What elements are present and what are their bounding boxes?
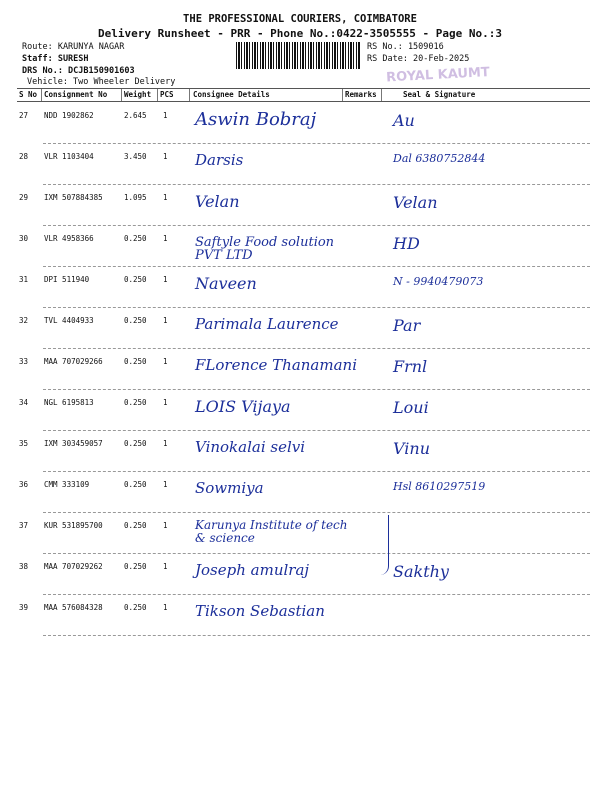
cell-pcs: 1 [163, 234, 168, 243]
signature: Au [393, 111, 415, 130]
cell-sno: 33 [19, 357, 29, 366]
cell-sno: 28 [19, 152, 29, 161]
cell-pcs: 1 [163, 439, 168, 448]
cell-consignment: DPI 511940 [44, 275, 90, 284]
consignee-handwriting: Sowmiya [195, 479, 264, 497]
runsheet-subtitle: Delivery Runsheet - PRR - Phone No.:0422-3505555 - Page No.:3 [98, 27, 502, 40]
consignee-handwriting: LOIS Vijaya [195, 397, 291, 416]
col-header-pcs: PCS [160, 90, 174, 99]
signature: Loui [393, 398, 429, 417]
signature: Dal 6380752844 [393, 152, 486, 165]
cell-weight: 3.450 [124, 152, 147, 161]
barcode [236, 42, 360, 69]
cell-sno: 30 [19, 234, 29, 243]
col-sep [381, 89, 382, 101]
cell-pcs: 1 [163, 357, 168, 366]
cell-sno: 34 [19, 398, 29, 407]
cell-weight: 0.250 [124, 562, 147, 571]
drs-number: DRS No.: DCJB150901603 [22, 66, 135, 76]
table-row [17, 144, 590, 185]
col-sep [121, 89, 122, 101]
staff: Staff: SURESH [22, 54, 89, 64]
col-header-remarks: Remarks [345, 90, 377, 99]
cell-weight: 0.250 [124, 521, 147, 530]
signature: Frnl [393, 357, 428, 376]
col-sep [189, 89, 190, 101]
table-row [17, 185, 590, 226]
cell-consignment: TVL 4404933 [44, 316, 94, 325]
consignee-handwriting: Tikson Sebastian [195, 602, 325, 620]
cell-sno: 37 [19, 521, 29, 530]
col-header-sno: S No [19, 90, 38, 99]
col-sep [41, 89, 42, 101]
table-row [17, 308, 590, 349]
consignee-handwriting: Karunya Institute of tech & science [195, 518, 348, 545]
col-header-signature: Seal & Signature [403, 90, 476, 99]
cell-consignment: MAA 707029262 [44, 562, 103, 571]
cell-consignment: VLR 1103404 [44, 152, 94, 161]
cell-consignment: VLR 4958366 [44, 234, 94, 243]
cell-sno: 31 [19, 275, 29, 284]
cell-consignment: KUR 531895700 [44, 521, 103, 530]
consignee-handwriting: Velan [195, 192, 240, 211]
cell-sno: 32 [19, 316, 29, 325]
cell-consignment: NGL 6195813 [44, 398, 94, 407]
cell-sno: 35 [19, 439, 29, 448]
company-title: THE PROFESSIONAL COURIERS, COIMBATORE [183, 13, 417, 25]
col-sep [157, 89, 158, 101]
table-row [17, 390, 590, 431]
consignee-handwriting: Aswin Bobraj [195, 109, 317, 130]
cell-consignment: IXM 303459057 [44, 439, 103, 448]
rs-date: RS Date: 20-Feb-2025 [367, 54, 470, 64]
cell-weight: 0.250 [124, 234, 147, 243]
table-row [17, 267, 590, 308]
signature: Par [393, 316, 421, 335]
cell-weight: 0.250 [124, 316, 147, 325]
cell-sno: 27 [19, 111, 29, 120]
table-row [17, 349, 590, 390]
cell-consignment: MAA 707029266 [44, 357, 103, 366]
cell-consignment: MAA 576084328 [44, 603, 103, 612]
cell-weight: 1.095 [124, 193, 147, 202]
cell-pcs: 1 [163, 603, 168, 612]
stamp-mark: ROYAL KAUMT [385, 65, 491, 86]
cell-weight: 0.250 [124, 275, 147, 284]
consignee-handwriting: Darsis [195, 151, 244, 169]
cell-sno: 29 [19, 193, 29, 202]
cell-sno: 38 [19, 562, 29, 571]
consignee-handwriting: Naveen [195, 274, 257, 293]
route: Route: KARUNYA NAGAR [22, 42, 125, 52]
consignee-handwriting: Saftyle Food solution PVT LTD [195, 235, 335, 263]
col-header-weight: Weight [124, 90, 152, 99]
rs-number: RS No.: 1509016 [367, 42, 444, 52]
cell-sno: 39 [19, 603, 29, 612]
table-row [17, 472, 590, 513]
cell-weight: 0.250 [124, 480, 147, 489]
cell-consignment: IXM 507884385 [44, 193, 103, 202]
cell-weight: 2.645 [124, 111, 147, 120]
table-row [17, 103, 590, 144]
consignee-handwriting: Parimala Laurence [195, 315, 339, 333]
cell-consignment: NDD 1902862 [44, 111, 94, 120]
cell-weight: 0.250 [124, 357, 147, 366]
consignee-handwriting: Joseph amulraj [195, 561, 310, 579]
signature: Vinu [393, 439, 430, 458]
cell-consignment: CMM 333109 [44, 480, 90, 489]
cell-pcs: 1 [163, 480, 168, 489]
table-row [17, 595, 590, 636]
table-row [17, 431, 590, 472]
cell-weight: 0.250 [124, 439, 147, 448]
col-header-consignee: Consignee Details [193, 90, 270, 99]
header-bottom-rule [17, 101, 590, 102]
vehicle: Vehicle: Two Wheeler Delivery [27, 77, 176, 87]
consignee-handwriting: Vinokalai selvi [195, 438, 306, 456]
cell-pcs: 1 [163, 152, 168, 161]
cell-pcs: 1 [163, 275, 168, 284]
signature: Hsl 8610297519 [393, 480, 486, 493]
signature: Velan [393, 193, 438, 212]
signature: HD [393, 234, 420, 253]
cell-pcs: 1 [163, 398, 168, 407]
col-header-consignment: Consignment No [44, 90, 108, 99]
cell-weight: 0.250 [124, 603, 147, 612]
signature: N - 9940479073 [393, 275, 484, 288]
consignee-handwriting: FLorence Thanamani [195, 356, 357, 374]
cell-pcs: 1 [163, 111, 168, 120]
col-sep [342, 89, 343, 101]
table-row [17, 226, 590, 267]
bracket-mark [380, 515, 389, 575]
cell-pcs: 1 [163, 521, 168, 530]
header-top-rule [17, 88, 590, 89]
cell-sno: 36 [19, 480, 29, 489]
cell-weight: 0.250 [124, 398, 147, 407]
table-row [17, 554, 590, 595]
cell-pcs: 1 [163, 193, 168, 202]
row-divider [43, 635, 590, 636]
signature: Sakthy [393, 562, 449, 581]
table-row [17, 513, 590, 554]
cell-pcs: 1 [163, 316, 168, 325]
cell-pcs: 1 [163, 562, 168, 571]
